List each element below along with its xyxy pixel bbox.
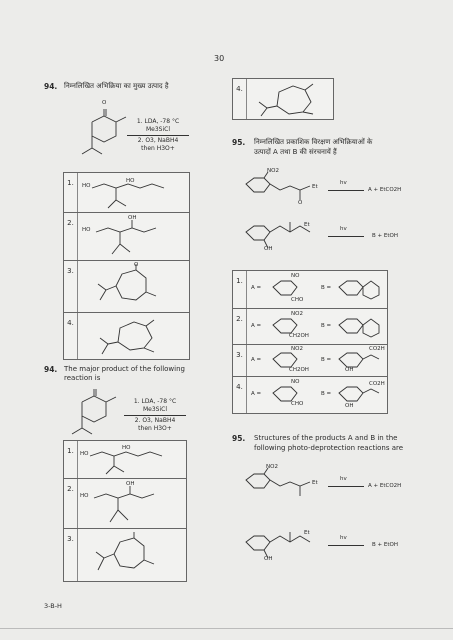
ho-label: HO	[82, 227, 91, 233]
q95-en-product-2: B + EtOH	[372, 542, 398, 548]
o-label: O	[298, 200, 303, 206]
ho-label: HO	[126, 178, 135, 184]
q95-hi-product-2: B + EtOH	[372, 233, 398, 239]
b-label: B =	[321, 391, 332, 397]
q95-en-number: 95.	[232, 434, 246, 443]
b-label: B =	[321, 285, 332, 291]
b-label: B =	[321, 323, 332, 329]
q95-hi-option-4[interactable]: 4. A = NO CHO B = CO2H OH	[232, 376, 388, 414]
q94-hi-option-4[interactable]: 4.	[63, 312, 190, 360]
no2-label: NO2	[266, 464, 278, 470]
no2-label: NO2	[291, 346, 303, 352]
q94-en-text-1: The major product of the following	[64, 365, 185, 373]
o-label: O	[134, 262, 139, 268]
oh-label: OH	[264, 556, 273, 562]
cho-label: CHO	[291, 401, 304, 407]
reaction-arrow	[328, 190, 364, 191]
page-number: 30	[214, 54, 225, 63]
q94-hi-number: 94.	[44, 82, 58, 91]
option-structure	[82, 314, 187, 358]
oh-label: OH	[264, 246, 273, 252]
option-structure	[82, 262, 187, 312]
et-label: Et	[312, 184, 318, 190]
reagent-line: 1. LDA, -78 °C	[136, 118, 180, 125]
no-label: NO	[291, 379, 300, 385]
ch2oh-label: CH2OH	[289, 367, 309, 373]
q94-hi-option-2[interactable]: 2. OH HO	[63, 212, 190, 262]
hv-label: hv	[340, 476, 347, 482]
reagent-line: 2. O3, NaBH4	[134, 417, 176, 424]
ho-label: HO	[80, 451, 89, 457]
b-label: B =	[321, 357, 332, 363]
a-label: A =	[251, 391, 262, 397]
q95-hi-product-1: A + EtCO2H	[368, 187, 402, 193]
q95-en-text-1: Structures of the products A and B in the	[254, 434, 398, 442]
ho-label: HO	[122, 445, 131, 451]
no-label: NO	[291, 273, 300, 279]
page-footer-code: 3-B-H	[44, 602, 62, 610]
q94-en-text-2: reaction is	[64, 374, 101, 382]
hv-label: hv	[340, 180, 347, 186]
no2-label: NO2	[267, 168, 279, 174]
reaction-arrow	[124, 415, 186, 416]
ch2oh-label: CH2OH	[289, 333, 309, 339]
q94-en-option-3[interactable]: 3.	[63, 528, 187, 582]
et-label: Et	[312, 480, 318, 486]
q94-en-option-2[interactable]: 2. OH HO	[63, 478, 187, 530]
q95-hi-text-2: उत्पादों A तथा B की संरचनायें हैं	[254, 148, 337, 156]
q95-hi-option-3[interactable]: 3. A = NO2 CH2OH B = CO2H OH	[232, 344, 388, 378]
reagent-line: Me3SiCl	[142, 406, 168, 413]
cho-label: CHO	[291, 297, 304, 303]
reaction-arrow	[328, 545, 364, 546]
co2h-label: CO2H	[369, 346, 385, 352]
q95-en-reactant-1	[240, 466, 330, 506]
oh-label: OH	[345, 367, 354, 373]
q94-hi-option-3[interactable]: 3. O	[63, 260, 190, 314]
bottom-rule	[0, 628, 453, 629]
q94-hi-reagents	[127, 118, 189, 153]
reagent-line: then H3O+	[141, 145, 175, 152]
q94-hi-oxygen: O	[102, 100, 107, 106]
reagent-line: 1. LDA, -78 °C	[133, 398, 177, 405]
q94-en-number: 94.	[44, 365, 58, 374]
option-structure	[80, 530, 184, 580]
reaction-arrow	[328, 486, 364, 487]
q95-hi-option-2[interactable]: 2. A = NO2 CH2OH B =	[232, 308, 388, 346]
a-label: A =	[251, 285, 262, 291]
ho-label: HO	[82, 183, 91, 189]
q95-hi-text-1: निम्नलिखित प्रकाशिक विरक्षण अभिक्रियाओं के	[254, 138, 373, 146]
q94-hi-option-4-cont[interactable]: 4.	[232, 78, 334, 120]
a-label: A =	[251, 323, 262, 329]
co2h-label: CO2H	[369, 381, 385, 387]
reagent-line: 2. O3, NaBH4	[137, 137, 179, 144]
q95-hi-option-1[interactable]: 1. A = NO CHO B =	[232, 270, 388, 310]
option-structure	[80, 442, 184, 478]
q95-en-product-1: A + EtCO2H	[368, 483, 402, 489]
option-structure	[82, 174, 187, 212]
oh-label: OH	[128, 215, 137, 221]
oh-label: OH	[126, 481, 135, 487]
q94-hi-option-1[interactable]: 1. HO HO	[63, 172, 190, 214]
ho-label: HO	[80, 493, 89, 499]
q94-hi-text: निम्नलिखित अभिक्रिया का मुख्य उत्पाद है	[64, 82, 169, 90]
hv-label: hv	[340, 226, 347, 232]
reaction-arrow	[127, 135, 189, 136]
q95-hi-reactant-2	[240, 214, 330, 258]
q94-en-option-1[interactable]: 1. HO HO	[63, 440, 187, 480]
structure-b	[335, 273, 385, 307]
reagent-line: then H3O+	[138, 425, 172, 432]
option-structure	[80, 480, 184, 528]
et-label: Et	[304, 530, 310, 536]
reaction-arrow	[328, 236, 364, 237]
no2-label: NO2	[291, 311, 303, 317]
structure-b	[335, 311, 385, 343]
a-label: A =	[251, 357, 262, 363]
option-structure	[249, 80, 331, 118]
q95-en-reactant-2	[240, 524, 330, 568]
q95-hi-number: 95.	[232, 138, 246, 147]
q95-en-text-2: following photo-deprotection reactions are	[254, 444, 404, 452]
hv-label: hv	[340, 535, 347, 541]
et-label: Et	[304, 222, 310, 228]
oh-label: OH	[345, 403, 354, 409]
q94-en-reagents	[124, 398, 186, 433]
reagent-line: Me3SiCl	[145, 126, 171, 133]
q94-en-reactant	[60, 388, 130, 444]
q95-hi-reactant-1	[240, 170, 330, 210]
